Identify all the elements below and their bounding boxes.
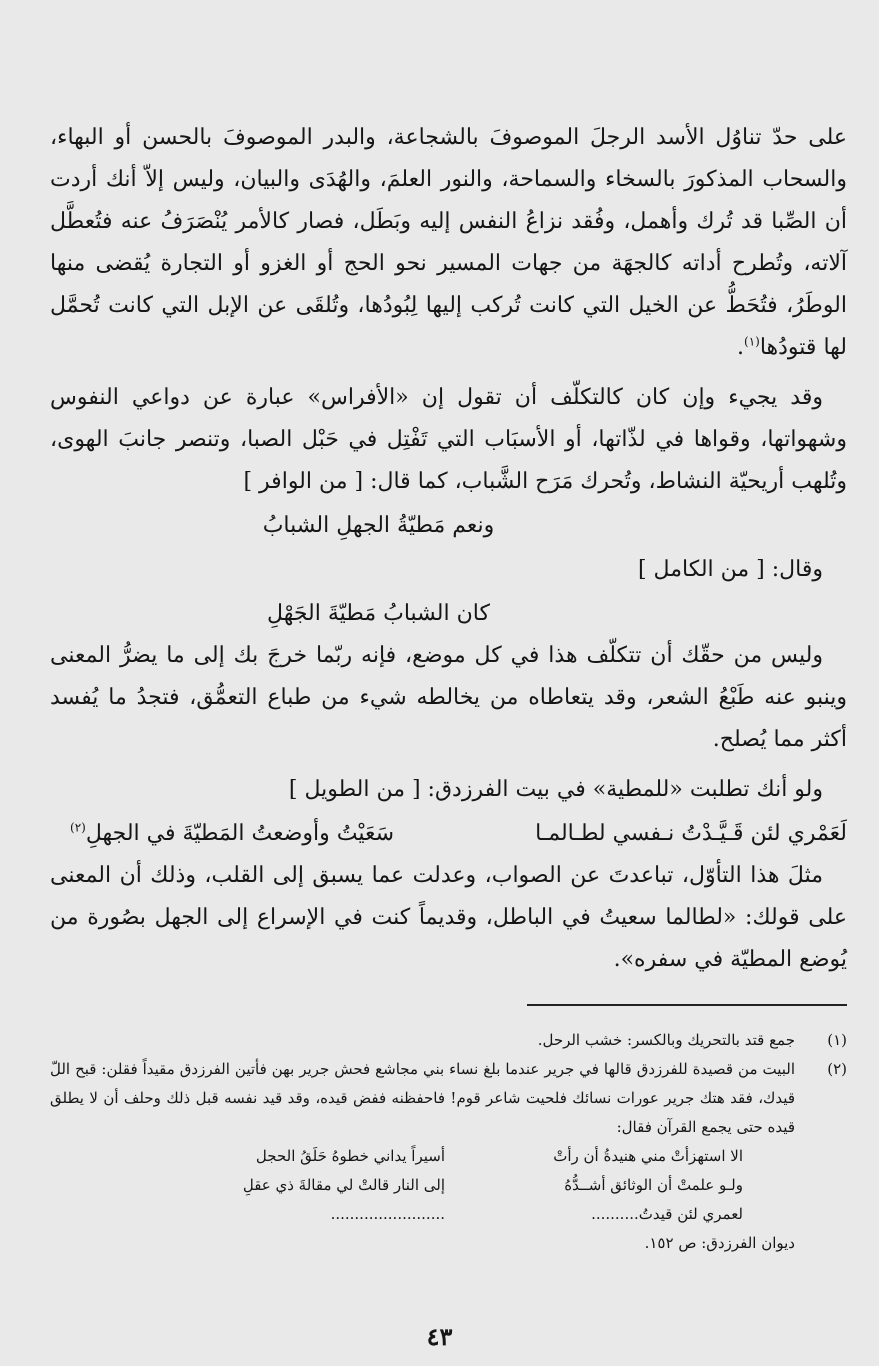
- paragraph-5: مثلَ هذا التأوّل، تباعدتَ عن الصواب، وعدلت عما يسبق إلى القلب، وذلك أن المعنى على قولك: «لطالما سعيتُ في الباطل، وقديماً كنت في الإسراع إلى الجهل بصُورة من يُوضع المطيّة في سفره».: [50, 863, 847, 972]
- poem-bayt: [50, 813, 847, 855]
- footnote-verse-1: [50, 1142, 847, 1171]
- footnote-verse-2-first: ولـو علمتْ أن الوثائق أشــدُّهُ: [564, 1176, 743, 1194]
- footnote-verse-2: [50, 1171, 847, 1200]
- bayt-second-hemistich: [50, 813, 437, 855]
- footnote-2: [50, 1055, 847, 1142]
- footnote-1-label: (١): [827, 1031, 847, 1049]
- paragraph-1-text: على حدّ تناوُل الأسد الرجلَ الموصوفَ بالشجاعة، والبدر الموصوفَ بالحسن أو البهاء، والسحاب المذكورَ بالسخاء والسماحة، والنور العلمَ، والهُدَى والبيان، وليس إلاّ أنك أردت أن الصِّبا قد تُرك وأهمل، وفُقد نزاعُ النفس إليه وبَطَل، فصار كالأمر يُنْصَرَفُ عنه فتُعطَّل آلاته، وتُطرح أداته كالجهَة من جهات المسير نحو الحج أو الغزو أو التجارة يُقضى منها الوطَرُ، فتُحَطُّ عن الخيل التي كانت تُركب إليها لِبُودُها، وتُلقَى عن الإبل التي كانت تُحمَّل لها قتودُها: [50, 125, 847, 360]
- bayt-second-hemistich-text: سَعَيْتُ وأوضعتُ المَطيّةَ في الجهلِ: [85, 821, 395, 846]
- footnote-2-text: البيت من قصيدة للفرزدق قالها في جرير عندما بلغ نساء بني مجاشع فحش جرير بهن فأتين الفرزدق مقيداً فقلن: قبح اللّ قيدك، فقد هتك جرير عورات نسائك فلحيت شاعر قوم! فاحفظنه ففض قيده، وقد قيد نفسه قبل ذلك وحلف أن لا يطلق قيده حتى يجمع القرآن فقال:: [50, 1060, 795, 1136]
- verse-half-1: ونعم مَطيّةُ الجهلِ الشبابُ: [262, 513, 495, 538]
- paragraph-2: وقد يجيء وإن كان كالتكلّف أن تقول إن «الأفراس» عبارة عن دواعي النفوس وشهواتها، وقواها في لذّاتها، أو الأسبَاب التي تَفْتِل في حَبْل الصبا، وتنصر جانبَ الهوى، وتُلهب أريحيّة النشاط، وتُحرك مَرَح الشَّباب، كما قال: [ من الوافر ]: [50, 385, 847, 494]
- paragraph-3: وليس من حقّك أن تتكلّف هذا في كل موضع، فإنه ربّما خرجَ بك إلى ما يضرُّ المعنى وينبو عنه طَبْعُ الشعر، وقد يتعاطاه من يخالطه شيء من طباع التعمُّق، فتجدُ ما يُفسد أكثر مما يُصلح.: [50, 643, 847, 752]
- verse-half-2: كان الشبابُ مَطيّةَ الجَهْلِ: [267, 601, 490, 626]
- footnote-verse-3: [50, 1200, 847, 1229]
- paragraph-4: ولو أنك تطلبت «للمطية» في بيت الفرزدق: [ من الطويل ]: [288, 777, 823, 802]
- footnote-separator: [527, 1004, 847, 1006]
- footnotes: [50, 1026, 847, 1258]
- footnote-verse-3-second: ........................: [330, 1205, 445, 1223]
- paragraph-1: [50, 117, 847, 369]
- page-number: ٤٣: [426, 1322, 453, 1351]
- footnote-2-label: (٢): [827, 1060, 847, 1078]
- meter-intro-kamil: وقال: [ من الكامل ]: [637, 557, 823, 582]
- footnote-verse-1-first: الا استهزأتْ مني هنيدةُ أن رأتْ: [553, 1147, 743, 1165]
- bayt-first-hemistich: لَعَمْري لئن قَـيَّـدْتُ نـفسي لطـالمـا: [535, 821, 847, 846]
- footnote-ref-2[interactable]: (٢): [70, 820, 86, 835]
- footnote-1: [50, 1026, 847, 1055]
- main-text: [50, 117, 847, 981]
- paragraph-1-end: .: [737, 335, 744, 360]
- footnote-source: ديوان الفرزدق: ص ١٥٢.: [644, 1234, 795, 1252]
- footnote-verse-2-second: إلى النار قالتْ لي مقالةَ ذي عقلِ: [242, 1176, 445, 1194]
- footnote-verse-1-second: أسيراً يداني خطوهُ حَلَقُ الحجل: [255, 1147, 445, 1165]
- footnote-1-text: جمع قتد بالتحريك وبالكسر: خشب الرحل.: [537, 1031, 795, 1049]
- footnote-ref-1[interactable]: (١): [744, 334, 760, 349]
- footnote-verse-3-first: لعمري لئن قيدتُ..........: [591, 1205, 743, 1223]
